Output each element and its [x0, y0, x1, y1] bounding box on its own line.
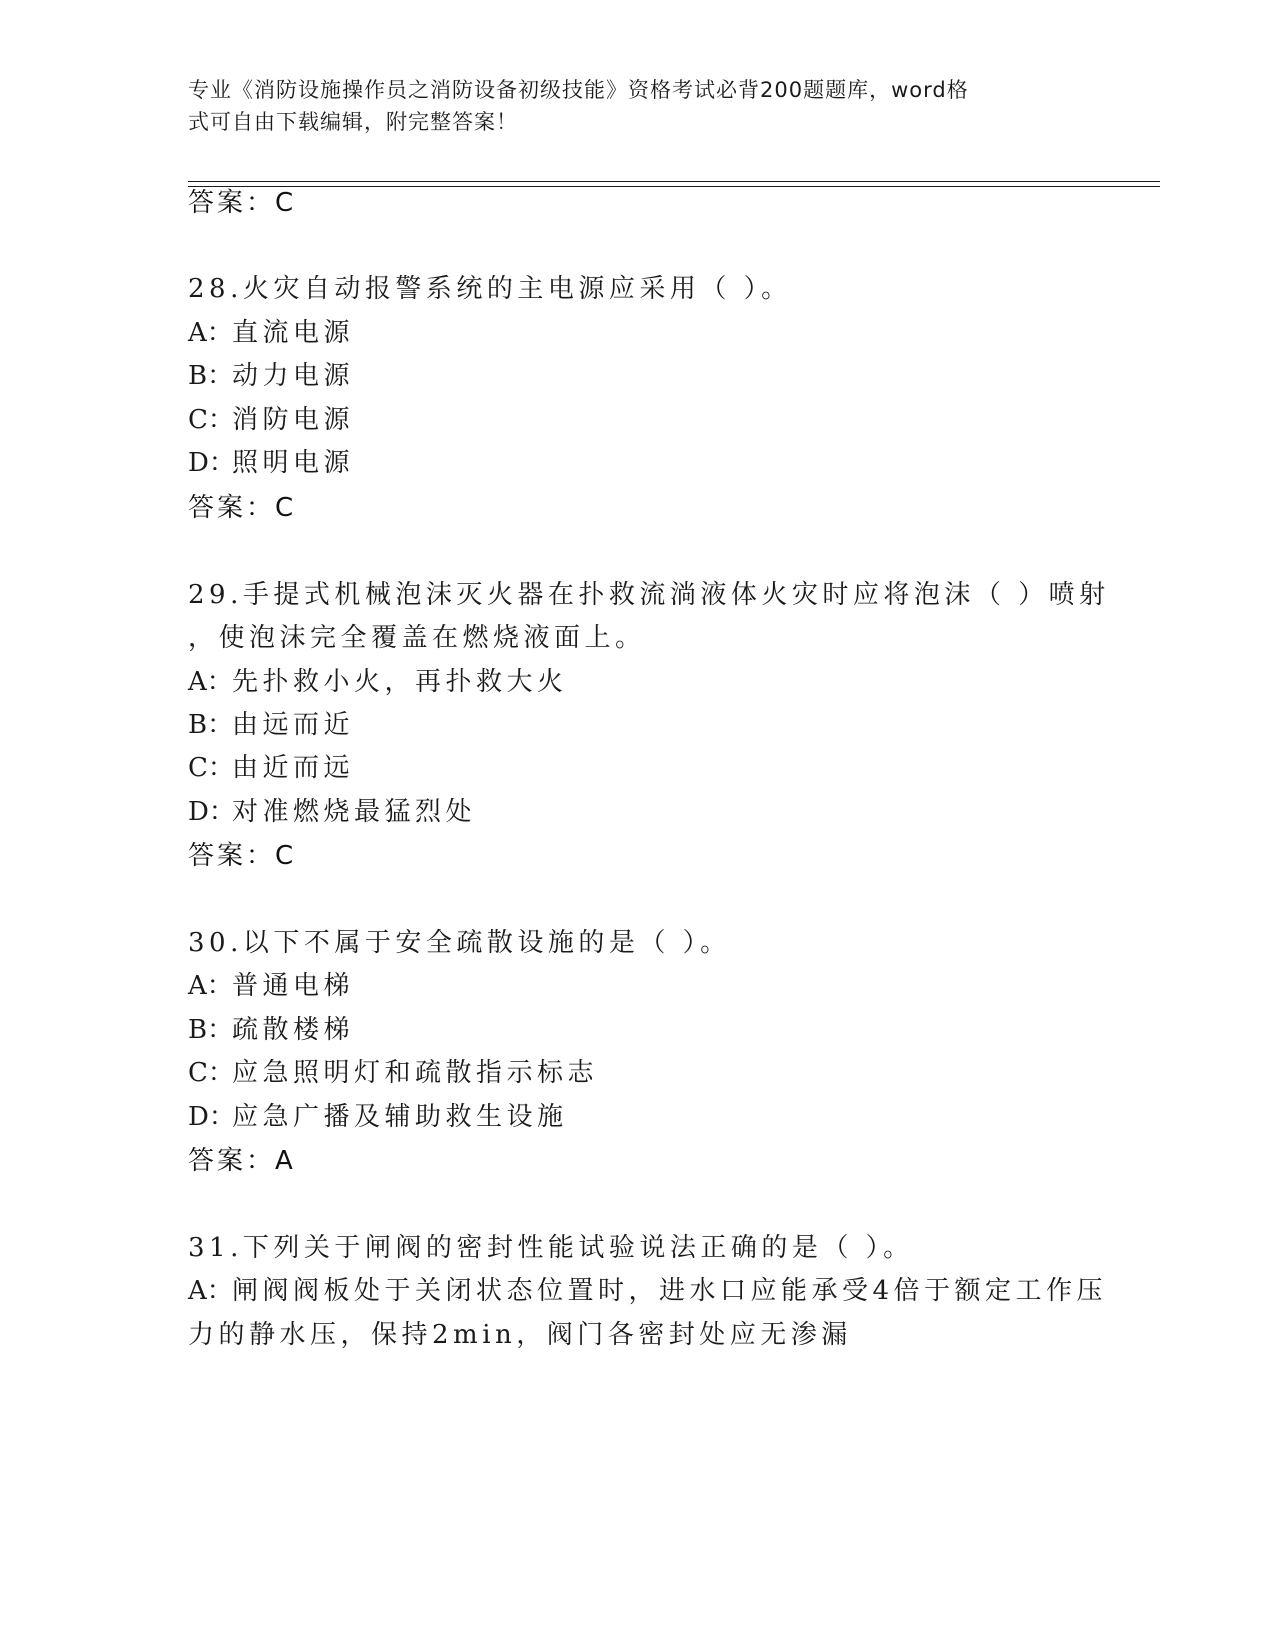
question-29-option-d: [188, 795, 476, 829]
option-key: B：: [188, 361, 234, 391]
option-key: A：: [188, 1276, 233, 1306]
question-31-stem: 31.下列关于闸阀的密封性能试验说法正确的是（ ）。: [188, 1233, 914, 1263]
option-key: A：: [188, 971, 233, 1001]
question-29-answer: 答案：C: [188, 841, 297, 871]
header-line-2: 式可自由下载编辑，附完整答案！: [188, 110, 518, 134]
question-31-option-a: [188, 1274, 1107, 1308]
question-29-option-b: [188, 708, 354, 742]
option-text: 对准燃烧最猛烈处: [232, 797, 477, 827]
answer-prev: 答案：C: [188, 188, 297, 218]
question-30-option-b: [188, 1013, 354, 1047]
option-text: 由远而近: [232, 710, 355, 740]
option-text: 闸阀阀板处于关闭状态位置时，进水口应能承受4倍于额定工作压: [232, 1276, 1108, 1306]
option-key: C：: [188, 405, 234, 435]
option-text: 应急广播及辅助救生设施: [232, 1102, 568, 1132]
option-key: D：: [188, 797, 235, 827]
question-28-option-c: [188, 403, 354, 437]
option-key: D：: [188, 448, 235, 478]
question-30-option-c: [188, 1056, 598, 1090]
option-text: 疏散楼梯: [232, 1015, 355, 1045]
question-29-stem-cont: ，使泡沫完全覆盖在燃烧液面上。: [188, 623, 646, 653]
header-line-1: 专业《消防设施操作员之消防设备初级技能》资格考试必背200题题库，word格: [188, 78, 969, 102]
option-key: C：: [188, 753, 234, 783]
option-key: B：: [188, 1015, 234, 1045]
option-text: 由近而远: [232, 753, 355, 783]
question-29-option-c: [188, 751, 354, 785]
document-header: [188, 74, 1088, 138]
question-29-stem: 29.手提式机械泡沫灭火器在扑救流淌液体火灾时应将泡沫（ ）喷射: [188, 580, 1110, 610]
question-28-stem: 28.火灾自动报警系统的主电源应采用（ ）。: [188, 274, 792, 304]
option-key: A：: [188, 318, 233, 348]
question-29-option-a: [188, 665, 568, 699]
option-text: 先扑救小火，再扑救大火: [232, 667, 568, 697]
option-text: 消防电源: [232, 405, 355, 435]
option-key: D：: [188, 1102, 235, 1132]
option-text: 直流电源: [232, 318, 355, 348]
question-28-option-d: [188, 446, 354, 480]
header-divider-bottom: [188, 186, 1160, 187]
option-text: 应急照明灯和疏散指示标志: [232, 1058, 599, 1088]
option-key: A：: [188, 667, 233, 697]
header-divider-top: [188, 181, 1160, 182]
question-30-option-a: [188, 969, 354, 1003]
option-text: 动力电源: [232, 361, 355, 391]
question-30-stem: 30.以下不属于安全疏散设施的是（ ）。: [188, 928, 731, 958]
question-28-answer: 答案：C: [188, 493, 297, 523]
question-28-option-a: [188, 316, 354, 350]
option-text: 普通电梯: [232, 971, 355, 1001]
question-28-option-b: [188, 359, 354, 393]
question-30-option-d: [188, 1100, 568, 1134]
option-text: 照明电源: [232, 448, 355, 478]
question-30-answer: 答案：A: [188, 1146, 296, 1176]
option-key: B：: [188, 710, 234, 740]
question-31-option-a-cont: 力的静水压，保持2min，阀门各密封处应无渗漏: [188, 1320, 852, 1350]
option-key: C：: [188, 1058, 234, 1088]
